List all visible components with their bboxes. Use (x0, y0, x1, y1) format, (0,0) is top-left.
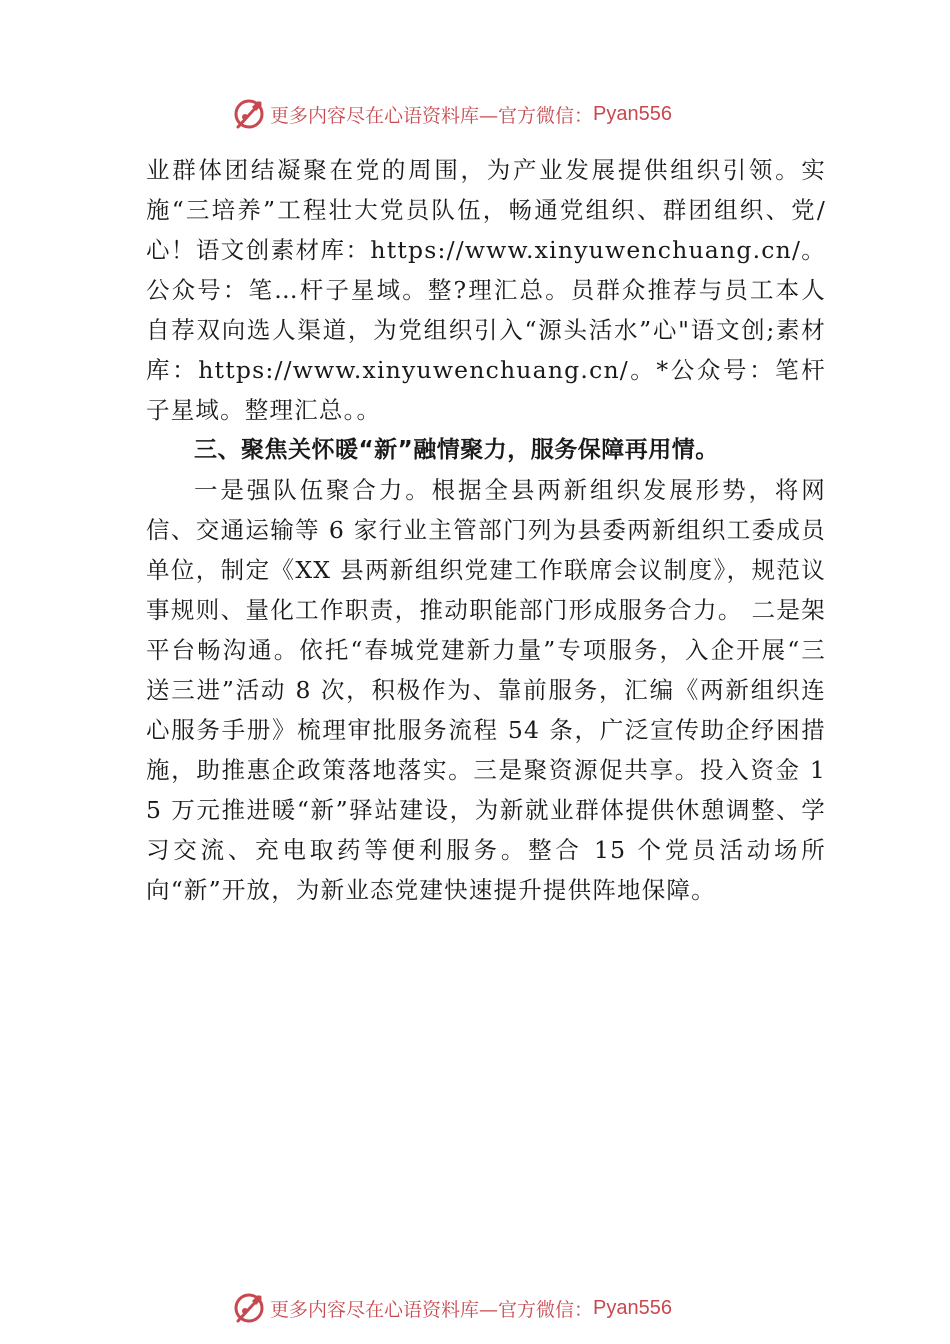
pen-logo-icon (232, 97, 266, 131)
watermark-handle: Pyan556 (593, 1296, 672, 1319)
paragraph-section-three: 一是强队伍聚合力。根据全县两新组织发展形势，将网信、交通运输等 6 家行业主管部门列为县委两新组织工委成员单位，制定《XX 县两新组织党建工作联席会议制度》，规范议事规则、量化工作职责，推动职能部门形成服务合力。 二是架平台畅沟通。依托“春城党建新力量”专项服务，入企开展“三送三进”活动 8 次，积极作为、靠前服务，汇编《两新组织连心服务手册》梳理审批服务流程 54 条，广泛宣传助企纾困措施，助推惠企政策落地落实。三是聚资源促共享。投入资金 15 万元推进暖“新”驿站建设，为新就业群体提供休憩调整、学习交流、充电取药等便利服务。整合 15 个党员活动场所向“新”开放，为新业态党建快速提升提供阵地保障。 (146, 476, 826, 904)
pen-logo-icon (232, 1291, 266, 1325)
watermark-text: 更多内容尽在心语资料库—官方微信： (270, 1298, 594, 1321)
watermark-text: 更多内容尽在心语资料库—官方微信： (270, 104, 594, 127)
section-heading: 三、聚焦关怀暖“新”融情聚力，服务保障再用情。 (194, 437, 719, 463)
document-body (146, 150, 826, 910)
watermark-handle: Pyan556 (593, 102, 672, 125)
footer-watermark (232, 1290, 672, 1326)
paragraph-continuation: 业群体团结凝聚在党的周围，为产业发展提供组织引领。实施“三培养”工程壮大党员队伍，畅通党组织、群团组织、党/心！语文创素材库：https://www.xinyuwenchuang.cn/。公众号：笔…杆子星域。整?理汇总。员群众推荐与员工本人自荐双向选人渠道，为党组织引入“源头活水”心"语文创;素材库：https://www.xinyuwenchuang.cn/。*公众号：笔杆子星域。整理汇总。。 (146, 156, 826, 424)
header-watermark (232, 96, 672, 132)
